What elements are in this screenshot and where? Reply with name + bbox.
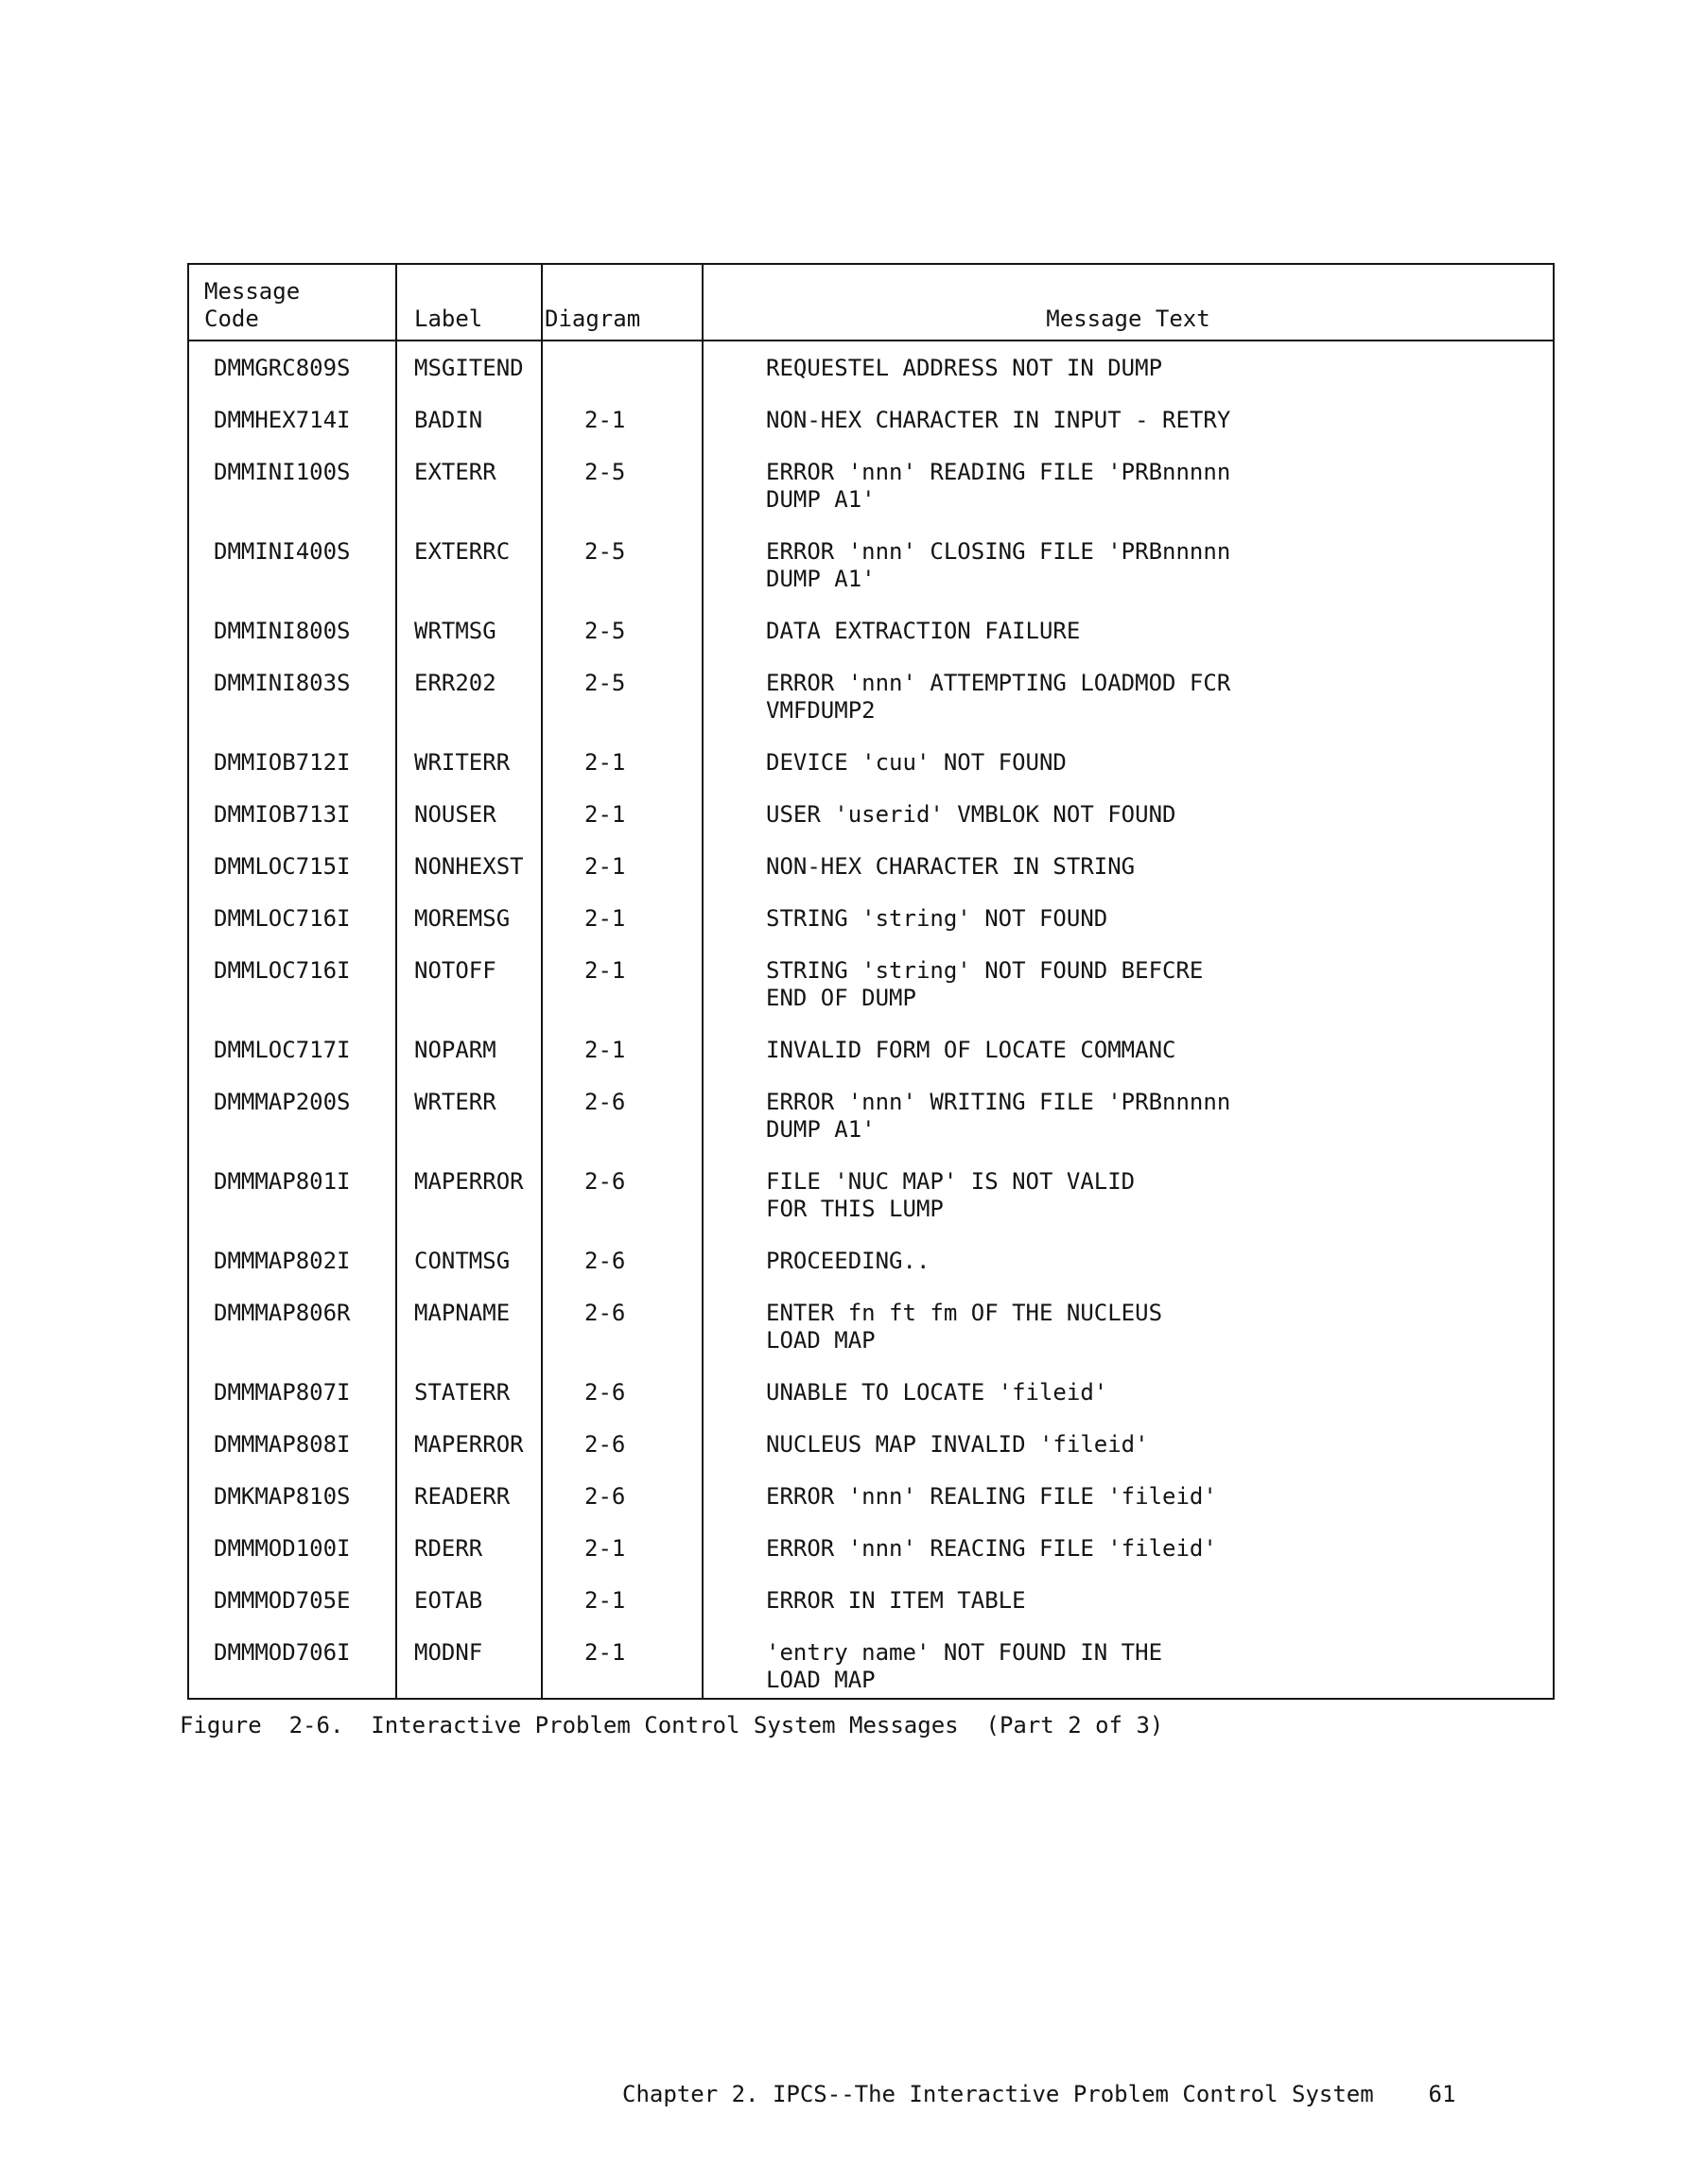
diagram-cell: 2-1 [542, 952, 703, 1031]
message-text-cell: STRING 'string' NOT FOUND [703, 900, 1554, 952]
message-text-cell: ERROR 'nnn' WRITING FILE 'PRBnnnnn DUMP A1' [703, 1083, 1554, 1162]
message-text-cell: STRING 'string' NOT FOUND BEFCRE END OF DUMP [703, 952, 1554, 1031]
table-row [188, 795, 1554, 847]
message-text-cell: ERROR 'nnn' ATTEMPTING LOADMOD FCR VMFDUMP2 [703, 664, 1554, 743]
header-diagram: Diagram [542, 264, 703, 341]
diagram-cell: 2-5 [542, 612, 703, 664]
diagram-cell: 2-1 [542, 900, 703, 952]
message-code-cell: DMMMOD706I [188, 1634, 396, 1699]
table-row [188, 533, 1554, 612]
message-code-cell: DMMMAP808I [188, 1425, 396, 1477]
diagram-cell: 2-1 [542, 401, 703, 453]
message-code-cell: DMMHEX714I [188, 401, 396, 453]
label-cell: MOREMSG [396, 900, 542, 952]
table-row [188, 952, 1554, 1031]
message-text-cell: NON-HEX CHARACTER IN STRING [703, 847, 1554, 900]
table-row [188, 664, 1554, 743]
label-cell: STATERR [396, 1373, 542, 1425]
header-label: Label [396, 264, 542, 341]
message-code-cell: DMMLOC716I [188, 900, 396, 952]
message-code-cell: DMMMAP801I [188, 1162, 396, 1242]
label-cell: MODNF [396, 1634, 542, 1699]
table-row [188, 847, 1554, 900]
label-cell: NOPARM [396, 1031, 542, 1083]
message-text-cell: DEVICE 'cuu' NOT FOUND [703, 743, 1554, 795]
diagram-cell: 2-6 [542, 1425, 703, 1477]
table-row [188, 401, 1554, 453]
diagram-cell: 2-6 [542, 1162, 703, 1242]
table-row [188, 1294, 1554, 1373]
message-code-cell: DMMINI100S [188, 453, 396, 533]
message-text-cell: ERROR 'nnn' CLOSING FILE 'PRBnnnnn DUMP A1' [703, 533, 1554, 612]
diagram-cell: 2-1 [542, 847, 703, 900]
table-row [188, 743, 1554, 795]
table-row [188, 1373, 1554, 1425]
label-cell: NONHEXST [396, 847, 542, 900]
label-cell: EXTERR [396, 453, 542, 533]
messages-table [187, 263, 1555, 1700]
message-text-cell: ERROR 'nnn' READING FILE 'PRBnnnnn DUMP A1' [703, 453, 1554, 533]
diagram-cell: 2-6 [542, 1294, 703, 1373]
table-row [188, 1634, 1554, 1699]
label-cell: MAPERROR [396, 1162, 542, 1242]
message-code-cell: DMMMAP807I [188, 1373, 396, 1425]
label-cell: READERR [396, 1477, 542, 1529]
message-text-cell: NUCLEUS MAP INVALID 'fileid' [703, 1425, 1554, 1477]
message-text-cell: NON-HEX CHARACTER IN INPUT - RETRY [703, 401, 1554, 453]
label-cell: EXTERRC [396, 533, 542, 612]
table-row [188, 1581, 1554, 1634]
message-text-cell: REQUESTEL ADDRESS NOT IN DUMP [703, 341, 1554, 401]
message-code-cell: DMMLOC716I [188, 952, 396, 1031]
diagram-cell: 2-1 [542, 1634, 703, 1699]
table-row [188, 900, 1554, 952]
diagram-cell: 2-1 [542, 1581, 703, 1634]
message-code-cell: DMMIOB712I [188, 743, 396, 795]
message-code-cell: DMMMOD705E [188, 1581, 396, 1634]
diagram-cell: 2-6 [542, 1477, 703, 1529]
message-text-cell: ERROR 'nnn' REALING FILE 'fileid' [703, 1477, 1554, 1529]
diagram-cell: 2-5 [542, 453, 703, 533]
message-code-cell: DMMIOB713I [188, 795, 396, 847]
table-row [188, 612, 1554, 664]
label-cell: RDERR [396, 1529, 542, 1581]
label-cell: MSGITEND [396, 341, 542, 401]
message-code-cell: DMMMAP806R [188, 1294, 396, 1373]
header-message-text: Message Text [703, 264, 1554, 341]
table-header-row [188, 264, 1554, 341]
label-cell: BADIN [396, 401, 542, 453]
table-body [188, 341, 1554, 1699]
message-text-cell: 'entry name' NOT FOUND IN THE LOAD MAP [703, 1634, 1554, 1699]
message-text-cell: ERROR IN ITEM TABLE [703, 1581, 1554, 1634]
label-cell: MAPERROR [396, 1425, 542, 1477]
diagram-cell [542, 341, 703, 401]
message-code-cell: DMMINI803S [188, 664, 396, 743]
message-code-cell: DMMINI400S [188, 533, 396, 612]
table-row [188, 1477, 1554, 1529]
message-text-cell: USER 'userid' VMBLOK NOT FOUND [703, 795, 1554, 847]
diagram-cell: 2-6 [542, 1373, 703, 1425]
label-cell: CONTMSG [396, 1242, 542, 1294]
label-cell: WRTMSG [396, 612, 542, 664]
message-code-cell: DMMMOD100I [188, 1529, 396, 1581]
message-code-cell: DMMMAP802I [188, 1242, 396, 1294]
diagram-cell: 2-1 [542, 1529, 703, 1581]
table-row [188, 341, 1554, 401]
message-text-cell: FILE 'NUC MAP' IS NOT VALID FOR THIS LUMP [703, 1162, 1554, 1242]
message-text-cell: INVALID FORM OF LOCATE COMMANC [703, 1031, 1554, 1083]
table-row [188, 1031, 1554, 1083]
table-row [188, 1425, 1554, 1477]
message-code-cell: DMMGRC809S [188, 341, 396, 401]
table-row [188, 1529, 1554, 1581]
table-row [188, 453, 1554, 533]
message-text-cell: UNABLE TO LOCATE 'fileid' [703, 1373, 1554, 1425]
message-text-cell: ERROR 'nnn' REACING FILE 'fileid' [703, 1529, 1554, 1581]
diagram-cell: 2-6 [542, 1242, 703, 1294]
table-row [188, 1162, 1554, 1242]
message-text-cell: DATA EXTRACTION FAILURE [703, 612, 1554, 664]
label-cell: ERR202 [396, 664, 542, 743]
diagram-cell: 2-1 [542, 1031, 703, 1083]
label-cell: MAPNAME [396, 1294, 542, 1373]
diagram-cell: 2-6 [542, 1083, 703, 1162]
header-message-code: Message Code [188, 264, 396, 341]
message-code-cell: DMMINI800S [188, 612, 396, 664]
table-row [188, 1242, 1554, 1294]
table-row [188, 1083, 1554, 1162]
message-text-cell: PROCEEDING.. [703, 1242, 1554, 1294]
diagram-cell: 2-5 [542, 664, 703, 743]
diagram-cell: 2-1 [542, 743, 703, 795]
message-code-cell: DMMMAP200S [188, 1083, 396, 1162]
diagram-cell: 2-5 [542, 533, 703, 612]
label-cell: WRTERR [396, 1083, 542, 1162]
label-cell: EOTAB [396, 1581, 542, 1634]
diagram-cell: 2-1 [542, 795, 703, 847]
message-code-cell: DMMLOC715I [188, 847, 396, 900]
message-text-cell: ENTER fn ft fm OF THE NUCLEUS LOAD MAP [703, 1294, 1554, 1373]
message-code-cell: DMMLOC717I [188, 1031, 396, 1083]
figure-caption: Figure 2-6. Interactive Problem Control System Messages (Part 2 of 3) [180, 1712, 1164, 1738]
label-cell: WRITERR [396, 743, 542, 795]
page-footer: Chapter 2. IPCS--The Interactive Problem Control System 61 [622, 2081, 1456, 2107]
label-cell: NOUSER [396, 795, 542, 847]
message-code-cell: DMKMAP810S [188, 1477, 396, 1529]
label-cell: NOTOFF [396, 952, 542, 1031]
